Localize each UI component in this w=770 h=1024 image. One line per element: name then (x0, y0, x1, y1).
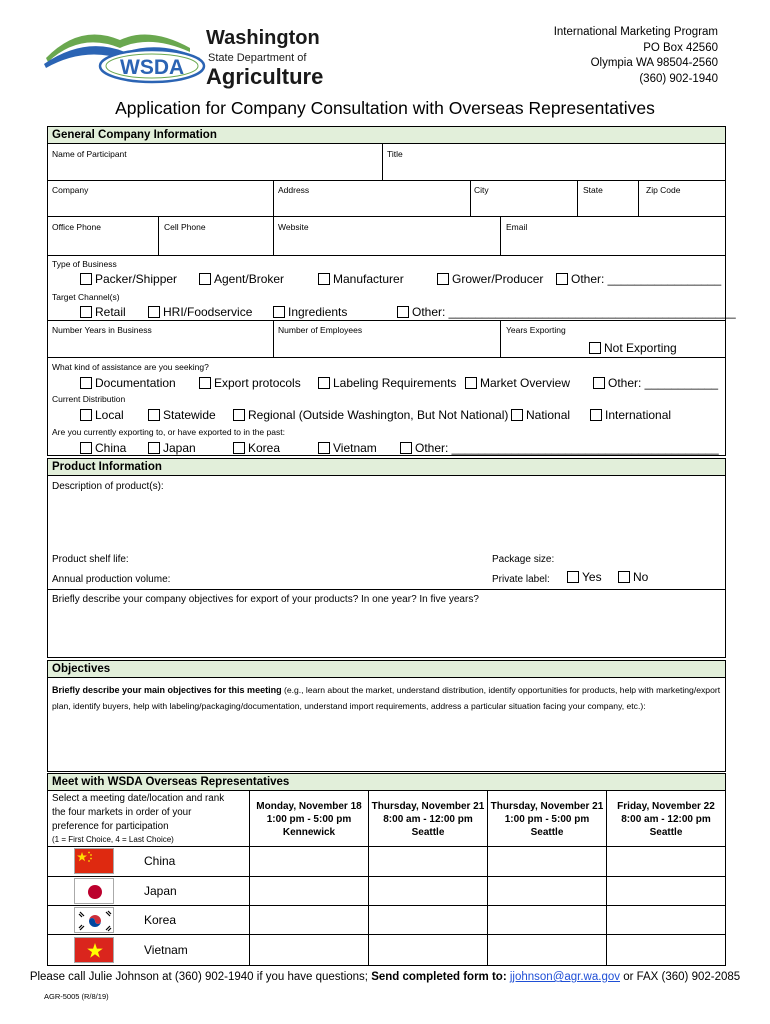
state-field[interactable] (579, 196, 637, 215)
name-label: Name of Participant (52, 149, 127, 159)
korea-flag-icon (74, 907, 114, 933)
private-label-label: Private label: (492, 574, 550, 585)
contact-email-link[interactable]: jjohnson@agr.wa.gov (509, 971, 620, 983)
target-channel-label: Target Channel(s) (52, 292, 120, 302)
rank-japan-thursday-am[interactable] (369, 877, 487, 905)
channel-retail[interactable]: Retail (80, 305, 126, 319)
dist-national[interactable]: National (511, 408, 570, 422)
checkbox[interactable] (318, 442, 330, 454)
program-address (554, 25, 718, 87)
channel-hri-foodservice[interactable]: HRI/Foodservice (148, 305, 252, 319)
checkbox[interactable] (437, 273, 449, 285)
city-label: City (474, 185, 489, 195)
checkbox[interactable] (397, 306, 409, 318)
type-packer-shipper[interactable]: Packer/Shipper (80, 272, 177, 286)
checkbox[interactable] (318, 273, 330, 285)
type-agent-broker[interactable]: Agent/Broker (199, 272, 284, 286)
page-title: Application for Company Consultation with Overseas Representatives (115, 98, 655, 118)
address-line-1: International Marketing Program (553, 26, 718, 38)
session-thursday-pm: Thursday, November 21 1:00 pm - 5:00 pm Seattle (490, 801, 604, 838)
rank-vietnam-thursday-pm[interactable] (488, 935, 606, 965)
checkbox[interactable] (233, 409, 245, 421)
objectives-heading: Objectives (48, 661, 725, 678)
checkbox[interactable] (273, 306, 285, 318)
email-label: Email (506, 222, 528, 232)
email-field[interactable] (502, 233, 724, 254)
type-manufacturer[interactable]: Manufacturer (318, 272, 404, 286)
export-china[interactable]: China (80, 441, 126, 455)
address-line-4: (360) 902-1940 (639, 72, 718, 85)
office-phone-field[interactable] (49, 233, 157, 254)
assist-market-overview[interactable]: Market Overview (465, 376, 570, 390)
rank-vietnam-monday[interactable] (250, 935, 368, 965)
assistance-label: What kind of assistance are you seeking? (52, 362, 209, 372)
checkbox[interactable] (199, 273, 211, 285)
address-label: Address (278, 185, 310, 195)
type-of-business-label: Type of Business (52, 259, 117, 269)
exporting-question: Are you currently exporting to, or have exported to in the past: (52, 427, 285, 437)
shelf-life-label: Product shelf life: (52, 554, 129, 565)
employees-label: Number of Employees (278, 325, 363, 335)
checkbox[interactable] (589, 342, 601, 354)
checkbox[interactable] (400, 442, 412, 454)
checkbox[interactable] (567, 571, 579, 583)
market-japan: Japan (144, 884, 177, 898)
session-friday: Friday, November 22 8:00 am - 12:00 pm Seattle (617, 801, 715, 838)
checkbox[interactable] (618, 571, 630, 583)
checkbox[interactable] (80, 273, 92, 285)
dist-statewide[interactable]: Statewide (148, 408, 216, 422)
company-objectives-field[interactable] (49, 607, 724, 657)
product-heading: Product Information (48, 459, 725, 476)
title-label: Title (387, 149, 403, 159)
name-field[interactable] (49, 160, 381, 179)
years-exporting-label: Years Exporting (506, 325, 566, 335)
export-vietnam[interactable]: Vietnam (318, 441, 377, 455)
address-line-3: Olympia WA 98504-2560 (590, 57, 718, 69)
china-flag-icon (74, 848, 114, 874)
japan-flag-icon (74, 878, 114, 904)
product-description-label: Description of product(s): (52, 481, 164, 492)
checkbox[interactable] (590, 409, 602, 421)
package-size-label: Package size: (492, 554, 555, 565)
address-field[interactable] (275, 196, 469, 215)
type-other[interactable]: Other: _________________ (556, 272, 721, 286)
market-china: China (144, 854, 176, 868)
channel-ingredients[interactable]: Ingredients (273, 305, 347, 319)
export-korea[interactable]: Korea (233, 441, 280, 455)
company-label: Company (52, 185, 89, 195)
form-id: AGR-5005 (R/8/19) (44, 992, 109, 1001)
production-volume-label: Annual production volume: (52, 574, 171, 585)
rank-japan-monday[interactable] (250, 877, 368, 905)
rank-korea-friday[interactable] (607, 906, 725, 934)
assist-other[interactable]: Other: ___________ (593, 376, 718, 390)
product-description-field[interactable] (49, 494, 724, 550)
rank-korea-thursday-pm[interactable] (488, 906, 606, 934)
market-vietnam: Vietnam (144, 943, 188, 957)
objectives-prompt: Briefly describe your main objectives for this meeting (e.g., learn about the market, understand distribution, identify opportunities for products, help with marketing/export plan, identify buyers, help with labeling/packaging/documentation, understand import requirements, address a particular situation facing your company, etc.): (52, 685, 721, 711)
distribution-label: Current Distribution (52, 394, 126, 404)
rank-china-thursday-am[interactable] (369, 847, 487, 876)
cell-phone-field[interactable] (160, 233, 272, 254)
market-korea: Korea (144, 913, 177, 927)
website-field[interactable] (275, 233, 499, 254)
wsda-logo (40, 18, 324, 90)
city-field[interactable] (472, 196, 576, 215)
rank-japan-friday[interactable] (607, 877, 725, 905)
address-line-2: PO Box 42560 (643, 41, 718, 54)
cell-phone-label: Cell Phone (164, 222, 206, 232)
checkbox[interactable] (199, 377, 211, 389)
checkbox[interactable] (318, 377, 330, 389)
channel-other[interactable]: Other: ___________________________________________ (397, 305, 736, 319)
rank-korea-thursday-am[interactable] (369, 906, 487, 934)
export-japan[interactable]: Japan (148, 441, 196, 455)
office-phone-label: Office Phone (52, 222, 101, 232)
private-label-no[interactable]: No (618, 570, 648, 584)
checkbox[interactable] (148, 409, 160, 421)
website-label: Website (278, 222, 309, 232)
private-label-yes[interactable]: Yes (567, 570, 602, 584)
footer-contact: Please call Julie Johnson at (360) 902-1940 if you have questions; Send completed form to: jjohnson@agr.wa.gov or FAX (360) 902-2085 (29, 971, 741, 983)
type-grower-producer[interactable]: Grower/Producer (437, 272, 543, 286)
checkbox[interactable] (233, 442, 245, 454)
checkbox[interactable] (80, 377, 92, 389)
dist-international[interactable]: International (590, 408, 671, 422)
export-other[interactable]: Other: ________________________________________ (400, 441, 719, 455)
checkbox[interactable] (148, 442, 160, 454)
checkbox[interactable] (148, 306, 160, 318)
meet-instructions: Select a meeting date/location and rank the four markets in order of your preference for participation (1 = First Choice, 4 = Last Choice) (52, 793, 225, 844)
years-in-business-label: Number Years in Business (52, 325, 152, 335)
state-label: State (583, 185, 603, 195)
title-field[interactable] (384, 160, 724, 179)
company-objectives-question: Briefly describe your company objectives for export of your products? In one year? In five years? (52, 594, 479, 605)
zip-label: Zip Code (646, 185, 681, 195)
rank-china-thursday-pm[interactable] (488, 847, 606, 876)
checkbox[interactable] (465, 377, 477, 389)
company-field[interactable] (49, 196, 272, 215)
checkbox[interactable] (80, 409, 92, 421)
assist-labeling[interactable]: Labeling Requirements (318, 376, 456, 390)
checkbox[interactable] (80, 442, 92, 454)
vietnam-flag-icon (74, 937, 114, 963)
assist-export-protocols[interactable]: Export protocols (199, 376, 301, 390)
logo-state-dept: State Department of (208, 52, 307, 64)
rank-korea-monday[interactable] (250, 906, 368, 934)
checkbox[interactable] (593, 377, 605, 389)
rank-vietnam-thursday-am[interactable] (369, 935, 487, 965)
dist-local[interactable]: Local (80, 408, 124, 422)
rank-japan-thursday-pm[interactable] (488, 877, 606, 905)
logo-wsda-text: WSDA (120, 56, 185, 79)
session-monday: Monday, November 18 1:00 pm - 5:00 pm Kennewick (256, 801, 362, 838)
logo-washington: Washington (206, 27, 320, 49)
dist-regional[interactable]: Regional (Outside Washington, But Not National) (233, 408, 508, 422)
checkbox[interactable] (80, 306, 92, 318)
rank-china-friday[interactable] (607, 847, 725, 876)
session-thursday-am: Thursday, November 21 8:00 am - 12:00 pm Seattle (371, 801, 485, 838)
rank-china-monday[interactable] (250, 847, 368, 876)
objectives-field[interactable] (49, 716, 724, 771)
zip-field[interactable] (640, 196, 724, 215)
general-heading: General Company Information (48, 127, 725, 144)
assist-documentation[interactable]: Documentation (80, 376, 176, 390)
not-exporting-option[interactable]: Not Exporting (589, 341, 677, 355)
checkbox[interactable] (511, 409, 523, 421)
rank-vietnam-friday[interactable] (607, 935, 725, 965)
logo-agriculture: Agriculture (206, 64, 324, 89)
checkbox[interactable] (556, 273, 568, 285)
meet-heading: Meet with WSDA Overseas Representatives (48, 774, 725, 791)
